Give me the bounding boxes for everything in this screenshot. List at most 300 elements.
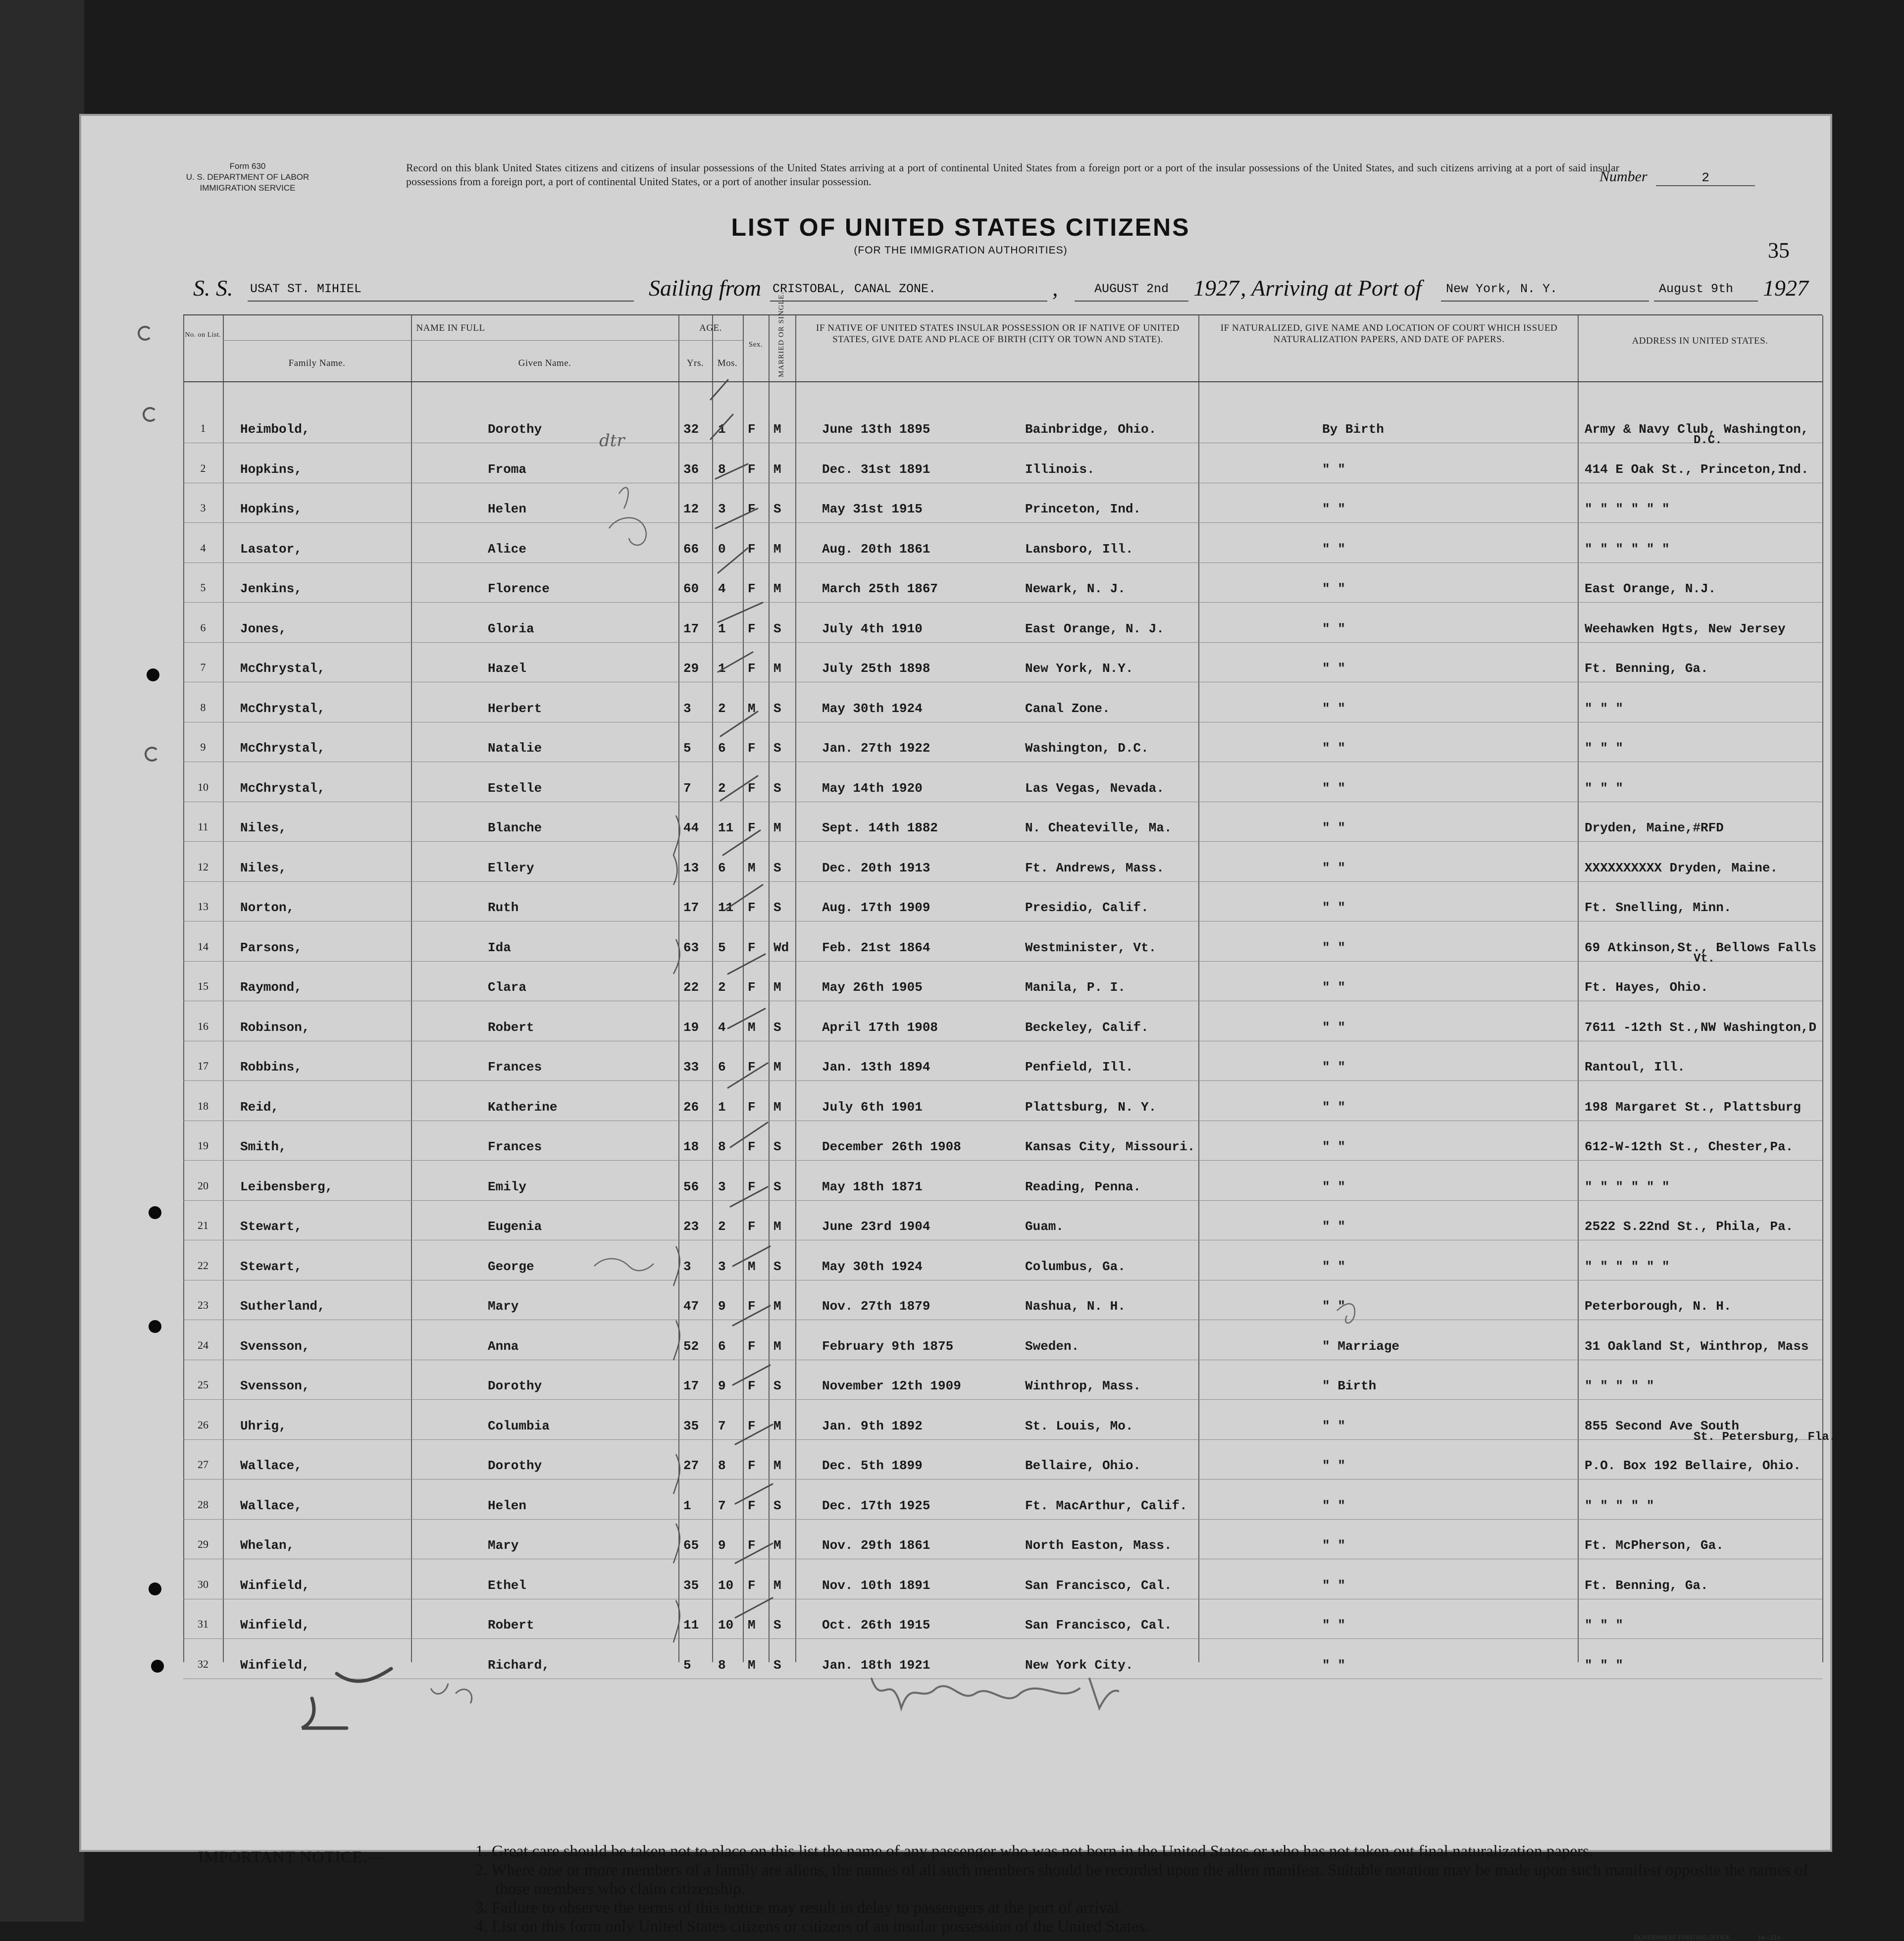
- row-address: Ft. McPherson, Ga.: [1585, 1538, 1724, 1553]
- row-address: East Orange, N.J.: [1585, 581, 1716, 596]
- row-ms: M: [773, 1299, 781, 1314]
- row-birth-place: East Orange, N. J.: [1025, 621, 1164, 636]
- row-address: " " ": [1585, 780, 1624, 796]
- row-birth-place: Guam.: [1025, 1219, 1064, 1234]
- row-mos: 5: [718, 940, 726, 955]
- row-address: 414 E Oak St., Princeton,Ind.: [1585, 461, 1809, 477]
- row-family: Jenkins,: [240, 581, 302, 596]
- row-mos: 1: [718, 1099, 726, 1115]
- row-birth-place: Lansboro, Ill.: [1025, 541, 1133, 557]
- row-given: Ellery: [488, 860, 534, 875]
- row-given: Helen: [488, 1498, 527, 1513]
- row-yrs: 35: [683, 1418, 699, 1433]
- row-sex: F: [748, 1458, 756, 1473]
- row-address: 855 Second Ave South: [1585, 1418, 1740, 1433]
- row-given: Herbert: [488, 701, 542, 716]
- row-birth-date: Jan. 27th 1922: [822, 741, 930, 756]
- row-given: Ethel: [488, 1578, 527, 1593]
- row-family: Leibensberg,: [240, 1179, 333, 1194]
- row-yrs: 5: [683, 1657, 691, 1673]
- row-family: Robinson,: [240, 1020, 310, 1035]
- row-no: 6: [200, 621, 206, 634]
- row-yrs: 3: [683, 1259, 691, 1274]
- row-birth-date: Dec. 5th 1899: [822, 1458, 923, 1473]
- row-address: Ft. Benning, Ga.: [1585, 1578, 1708, 1593]
- row-no: 12: [198, 860, 208, 873]
- row-mos: 2: [718, 1219, 726, 1234]
- manifest-sheet: [79, 114, 1837, 1941]
- row-ms: S: [773, 1498, 781, 1513]
- row-sex: F: [748, 1418, 756, 1433]
- row-naturalized: " ": [1322, 1458, 1345, 1473]
- row-birth-place: Winthrop, Mass.: [1025, 1379, 1141, 1393]
- row-sex: F: [748, 502, 756, 516]
- row-family: Raymond,: [240, 980, 302, 995]
- row-ms: M: [773, 1099, 781, 1115]
- row-sex: F: [748, 820, 756, 835]
- row-mos: 2: [718, 780, 726, 796]
- row-naturalized: By Birth: [1322, 422, 1384, 437]
- row-birth-date: May 18th 1871: [822, 1179, 923, 1194]
- row-given: Gloria: [488, 621, 534, 636]
- row-given: Anna: [488, 1338, 519, 1354]
- binding-ring: [143, 407, 157, 422]
- row-family: Lasator,: [240, 541, 302, 557]
- row-ms: S: [773, 1657, 781, 1673]
- row-birth-date: Dec. 20th 1913: [822, 860, 930, 875]
- row-address: " " ": [1585, 741, 1624, 756]
- row-mos: 8: [718, 1657, 726, 1673]
- row-naturalized: " ": [1322, 1179, 1345, 1194]
- row-given: Clara: [488, 980, 527, 995]
- row-mos: 3: [718, 502, 726, 516]
- row-sex: M: [748, 1657, 756, 1673]
- row-address: " " " " " ": [1585, 1179, 1670, 1194]
- row-sex: F: [748, 1179, 756, 1194]
- row-birth-place: Penfield, Ill.: [1025, 1060, 1133, 1074]
- header-no-on-list: No. on List.: [185, 331, 221, 339]
- row-no: 1: [200, 422, 206, 434]
- row-no: 29: [198, 1538, 208, 1550]
- row-given: Robert: [488, 1618, 534, 1633]
- row-mos: 8: [718, 1139, 726, 1154]
- row-sex: F: [748, 1060, 756, 1074]
- row-yrs: 26: [683, 1099, 699, 1115]
- row-sex: F: [748, 621, 756, 636]
- row-mos: 9: [718, 1299, 726, 1314]
- row-family: Parsons,: [240, 940, 302, 955]
- punch-hole: [151, 1660, 164, 1673]
- form-number: Form 630: [229, 161, 266, 171]
- row-family: Norton,: [240, 900, 295, 915]
- row-family: Hopkins,: [240, 461, 302, 477]
- row-ms: M: [773, 980, 781, 995]
- arriving-label: , Arriving at Port of: [1240, 275, 1422, 301]
- row-naturalized: " ": [1322, 1618, 1345, 1633]
- row-mos: 4: [718, 1020, 726, 1035]
- row-mos: 8: [718, 461, 726, 477]
- row-mos: 7: [718, 1498, 726, 1513]
- row-sex: F: [748, 1139, 756, 1154]
- row-yrs: 35: [683, 1578, 699, 1593]
- form-id-block: [163, 161, 332, 194]
- row-no: 4: [200, 541, 206, 554]
- header-naturalized: IF NATURALIZED, GIVE NAME AND LOCATION OF COURT WHICH ISSUED NATURALIZATION PAPERS, AND DATE OF PAPERS.: [1220, 323, 1558, 345]
- row-naturalized: " ": [1322, 980, 1345, 995]
- row-family: Svensson,: [240, 1379, 310, 1393]
- row-birth-place: Kansas City, Missouri.: [1025, 1139, 1195, 1154]
- row-address-line2: Vt.: [1694, 952, 1715, 966]
- row-yrs: 1: [683, 1498, 691, 1513]
- row-no: 22: [198, 1259, 208, 1272]
- citizens-table: [183, 292, 1837, 1673]
- row-given: Natalie: [488, 741, 542, 756]
- punch-hole: [149, 1583, 161, 1595]
- row-ms: M: [773, 461, 781, 477]
- row-birth-place: New York, N.Y.: [1025, 661, 1133, 676]
- row-birth-date: May 31st 1915: [822, 502, 923, 516]
- handwritten-note-mother: dtr: [599, 431, 625, 451]
- row-given: Helen: [488, 502, 527, 516]
- row-address: Peterborough, N. H.: [1585, 1299, 1732, 1314]
- intro-text: Record on this blank United States citizens and citizens of insular possessions of the United States arriving at a port of continental United States from a foreign port or a port of the insular possessions of the United States, and such citizens arriving at a port of said insular possessions from a foreign port, a port of continental United States, or a port of another insular possession.: [406, 161, 1619, 188]
- row-given: Alice: [488, 541, 527, 557]
- header-given-name: Given Name.: [518, 358, 571, 368]
- row-mos: 8: [718, 1458, 726, 1473]
- from-port: CRISTOBAL, CANAL ZONE.: [772, 282, 936, 296]
- voyage-line: S. S. USAT ST. MIHIEL Sailing from CRISTOBAL, CANAL ZONE. , AUGUST 2nd 1927 , Arriving at Port of New York, N. Y. August 9th 1927: [193, 275, 1808, 301]
- row-birth-date: Dec. 17th 1925: [822, 1498, 930, 1513]
- form-code: 14—214: [1758, 1934, 1781, 1941]
- row-naturalized: " ": [1322, 1657, 1345, 1673]
- row-sex: F: [748, 780, 756, 796]
- row-given: Ida: [488, 940, 511, 955]
- row-naturalized: " ": [1322, 940, 1345, 955]
- row-yrs: 60: [683, 581, 699, 596]
- row-ms: S: [773, 502, 781, 516]
- row-birth-date: June 13th 1895: [822, 422, 930, 437]
- row-yrs: 7: [683, 780, 691, 796]
- row-yrs: 18: [683, 1139, 699, 1154]
- row-no: 18: [198, 1099, 208, 1112]
- row-naturalized: " Birth: [1322, 1379, 1377, 1393]
- notice-item: 4. List on this form only United States citizens or citizens of an insular possession of the United States.: [475, 1918, 1149, 1936]
- arrival-year: 1927: [1763, 275, 1808, 301]
- row-address: Ft. Benning, Ga.: [1585, 661, 1708, 676]
- row-no: 17: [198, 1060, 208, 1072]
- row-family: Svensson,: [240, 1338, 310, 1354]
- row-birth-date: December 26th 1908: [822, 1139, 961, 1154]
- row-family: Hopkins,: [240, 502, 302, 516]
- row-mos: 4: [718, 581, 726, 596]
- row-mos: 3: [718, 1179, 726, 1194]
- row-no: 7: [200, 661, 206, 673]
- inspector-signature: [228, 1659, 1119, 1758]
- ss-label: S. S.: [193, 275, 233, 301]
- row-birth-date: Nov. 27th 1879: [822, 1299, 930, 1314]
- row-mos: 9: [718, 1379, 726, 1393]
- row-given: Blanche: [488, 820, 542, 835]
- row-address: " " " " ": [1585, 1498, 1654, 1513]
- row-ms: S: [773, 1379, 781, 1393]
- row-no: 19: [198, 1139, 208, 1152]
- row-birth-place: Washington, D.C.: [1025, 741, 1149, 756]
- row-given: Richard,: [488, 1657, 550, 1673]
- row-address: Rantoul, Ill.: [1585, 1060, 1685, 1074]
- row-birth-place: Ft. MacArthur, Calif.: [1025, 1498, 1187, 1513]
- row-birth-date: Nov. 10th 1891: [822, 1578, 930, 1593]
- row-ms: M: [773, 661, 781, 676]
- row-ms: M: [773, 1538, 781, 1553]
- row-given: Froma: [488, 461, 527, 477]
- row-given: Columbia: [488, 1418, 550, 1433]
- row-ms: S: [773, 780, 781, 796]
- row-yrs: 22: [683, 980, 699, 995]
- row-ms: S: [773, 1618, 781, 1633]
- row-address: Dryden, Maine,#RFD: [1585, 820, 1724, 835]
- row-sex: F: [748, 461, 756, 477]
- row-sex: F: [748, 1379, 756, 1393]
- row-naturalized: " ": [1322, 1578, 1345, 1593]
- row-no: 20: [198, 1179, 208, 1192]
- notice-item: 3. Failure to observe the terms of this notice may result in delay to passengers at the port of arrival.: [475, 1899, 1123, 1917]
- row-sex: F: [748, 940, 756, 955]
- row-naturalized: " ": [1322, 1139, 1345, 1154]
- row-sex: F: [748, 422, 756, 437]
- document-title: LIST OF UNITED STATES CITIZENS: [731, 213, 1190, 241]
- row-birth-date: Aug. 20th 1861: [822, 541, 930, 557]
- row-mos: 1: [718, 422, 726, 437]
- row-birth-place: Princeton, Ind.: [1025, 502, 1141, 516]
- row-family: Uhrig,: [240, 1418, 287, 1433]
- row-birth-date: July 6th 1901: [822, 1099, 923, 1115]
- row-sex: M: [748, 1259, 756, 1274]
- header-birth: IF NATIVE OF UNITED STATES INSULAR POSSESSION OR IF NATIVE OF UNITED STATES, GIVE DATE AND PLACE OF BIRTH (CITY OR TOWN AND STATE).: [816, 323, 1180, 345]
- row-family: Niles,: [240, 820, 287, 835]
- row-family: Robbins,: [240, 1060, 302, 1074]
- row-ms: S: [773, 701, 781, 716]
- row-address: Ft. Hayes, Ohio.: [1585, 980, 1708, 995]
- row-family: McChrystal,: [240, 741, 325, 756]
- row-no: 24: [198, 1338, 208, 1351]
- sail-year: 1927: [1193, 275, 1239, 301]
- row-yrs: 13: [683, 860, 699, 875]
- row-family: Sutherland,: [240, 1299, 325, 1314]
- row-ms: S: [773, 900, 781, 915]
- row-yrs: 36: [683, 461, 699, 477]
- punch-hole: [149, 1206, 161, 1219]
- row-mos: 1: [718, 621, 726, 636]
- row-naturalized: " ": [1322, 461, 1345, 477]
- row-naturalized: " ": [1322, 780, 1345, 796]
- row-birth-place: New York City.: [1025, 1657, 1133, 1673]
- row-birth-place: Manila, P. I.: [1025, 980, 1126, 995]
- ship-name: USAT ST. MIHIEL: [250, 282, 362, 296]
- row-family: Niles,: [240, 860, 287, 875]
- row-given: Eugenia: [488, 1219, 542, 1234]
- row-naturalized: " ": [1322, 1259, 1345, 1274]
- row-no: 10: [198, 780, 208, 793]
- row-ms: S: [773, 1259, 781, 1274]
- row-birth-place: Ft. Andrews, Mass.: [1025, 860, 1164, 875]
- row-family: Wallace,: [240, 1498, 302, 1513]
- row-address: 69 Atkinson,St., Bellows Falls: [1585, 940, 1817, 955]
- row-ms: Wd: [773, 940, 789, 955]
- row-sex: M: [748, 1020, 756, 1035]
- header-age: AGE.: [699, 323, 722, 333]
- row-no: 21: [198, 1219, 208, 1231]
- row-birth-date: March 25th 1867: [822, 581, 938, 596]
- row-ms: S: [773, 860, 781, 875]
- row-no: 23: [198, 1299, 208, 1311]
- header-yrs: Yrs.: [686, 358, 704, 368]
- row-sex: M: [748, 701, 756, 716]
- row-ms: S: [773, 741, 781, 756]
- row-no: 16: [198, 1020, 208, 1032]
- number-value: 2: [1656, 170, 1755, 186]
- arrival-date: August 9th: [1659, 282, 1734, 296]
- row-ms: M: [773, 820, 781, 835]
- row-family: Winfield,: [240, 1578, 310, 1593]
- sail-date: AUGUST 2nd: [1094, 282, 1169, 296]
- row-ms: M: [773, 581, 781, 596]
- row-yrs: 17: [683, 1379, 699, 1393]
- row-address: 198 Margaret St., Plattsburg: [1585, 1099, 1801, 1115]
- row-birth-place: Bainbridge, Ohio.: [1025, 422, 1157, 437]
- row-yrs: 27: [683, 1458, 699, 1473]
- row-mos: 11: [718, 900, 734, 915]
- row-address: 31 Oakland St, Winthrop, Mass: [1585, 1338, 1809, 1354]
- row-ms: M: [773, 422, 781, 437]
- row-family: McChrystal,: [240, 780, 325, 796]
- row-given: Dorothy: [488, 1379, 542, 1393]
- row-ms: M: [773, 1219, 781, 1234]
- row-sex: F: [748, 1498, 756, 1513]
- row-family: Winfield,: [240, 1657, 310, 1673]
- row-no: 5: [200, 581, 206, 594]
- row-given: Dorothy: [488, 422, 542, 437]
- header-address: ADDRESS IN UNITED STATES.: [1632, 336, 1768, 346]
- row-naturalized: " ": [1322, 1219, 1345, 1234]
- row-family: Heimbold,: [240, 422, 310, 437]
- row-ms: S: [773, 1179, 781, 1194]
- row-birth-date: Dec. 31st 1891: [822, 461, 930, 477]
- row-family: Wallace,: [240, 1458, 302, 1473]
- row-given: Hazel: [488, 661, 527, 676]
- row-sex: F: [748, 541, 756, 557]
- row-sex: F: [748, 1578, 756, 1593]
- row-given: Frances: [488, 1139, 542, 1154]
- row-address: P.O. Box 192 Bellaire, Ohio.: [1585, 1458, 1801, 1473]
- row-address: 7611 -12th St.,NW Washington,D: [1585, 1020, 1817, 1035]
- row-mos: 0: [718, 541, 726, 557]
- row-given: George: [488, 1259, 534, 1274]
- row-naturalized: " ": [1322, 900, 1345, 915]
- row-given: Frances: [488, 1060, 542, 1074]
- header-name-in-full: NAME IN FULL: [416, 323, 485, 333]
- row-birth-date: November 12th 1909: [822, 1379, 961, 1393]
- row-mos: 3: [718, 1259, 726, 1274]
- row-mos: 1: [718, 661, 726, 676]
- header-family-name: Family Name.: [288, 358, 346, 368]
- row-address-line2: St. Petersburg, Fla.: [1694, 1430, 1837, 1444]
- row-address: " " " " " ": [1585, 502, 1670, 516]
- row-no: 28: [198, 1498, 208, 1511]
- row-yrs: 19: [683, 1020, 699, 1035]
- row-address: Weehawken Hgts, New Jersey: [1585, 621, 1786, 636]
- sailing-label: Sailing from: [649, 275, 762, 301]
- row-naturalized: " ": [1322, 661, 1345, 676]
- row-naturalized: " ": [1322, 502, 1345, 516]
- row-mos: 6: [718, 1060, 726, 1074]
- row-family: Winfield,: [240, 1618, 310, 1633]
- printer-credit: GOVERNMENT PRINTING OFFICE: [1634, 1934, 1730, 1941]
- row-yrs: 32: [683, 422, 699, 437]
- row-address: Ft. Snelling, Minn.: [1585, 900, 1732, 915]
- row-mos: 2: [718, 980, 726, 995]
- row-birth-date: Nov. 29th 1861: [822, 1538, 930, 1553]
- row-sex: F: [748, 1219, 756, 1234]
- notice-item: 2. Where one or more members of a family are aliens, the names of all such members should be recorded upon the alien manifest. Suitable notation may be made upon such manifest opposite the names of those members who claim citizenship.: [475, 1861, 1808, 1898]
- header-mos: Mos.: [717, 358, 738, 368]
- row-birth-date: May 30th 1924: [822, 1259, 923, 1274]
- row-given: Katherine: [488, 1099, 558, 1115]
- row-yrs: 33: [683, 1060, 699, 1074]
- row-birth-place: Sweden.: [1025, 1338, 1080, 1354]
- row-mos: 11: [718, 820, 734, 835]
- row-mos: 10: [718, 1578, 734, 1593]
- row-sex: F: [748, 741, 756, 756]
- row-yrs: 44: [683, 820, 699, 835]
- notice-list: [475, 1842, 1842, 1936]
- row-ms: M: [773, 1418, 781, 1433]
- row-birth-date: Jan. 13th 1894: [822, 1060, 930, 1074]
- row-birth-place: Nashua, N. H.: [1025, 1299, 1126, 1314]
- row-yrs: 5: [683, 741, 691, 756]
- row-ms: M: [773, 1338, 781, 1354]
- row-birth-place: Illinois.: [1025, 461, 1095, 477]
- row-no: 11: [198, 820, 208, 833]
- row-naturalized: " ": [1322, 621, 1345, 636]
- row-yrs: 63: [683, 940, 699, 955]
- row-mos: 7: [718, 1418, 726, 1433]
- row-family: McChrystal,: [240, 661, 325, 676]
- row-naturalized: " ": [1322, 1299, 1345, 1314]
- tally-marks: [183, 292, 1822, 1662]
- punch-hole: [147, 668, 159, 681]
- row-yrs: 29: [683, 661, 699, 676]
- row-birth-place: San Francisco, Cal.: [1025, 1578, 1172, 1593]
- row-yrs: 47: [683, 1299, 699, 1314]
- number-label: Number: [1599, 168, 1647, 185]
- row-no: 8: [200, 701, 206, 714]
- row-given: Mary: [488, 1538, 519, 1553]
- row-birth-place: St. Louis, Mo.: [1025, 1418, 1133, 1433]
- arrival-port: New York, N. Y.: [1446, 282, 1558, 296]
- row-no: 31: [198, 1618, 208, 1630]
- sheet-number: 35: [1768, 238, 1790, 262]
- row-birth-place: Newark, N. J.: [1025, 581, 1126, 596]
- row-birth-date: July 4th 1910: [822, 621, 923, 636]
- row-address: XXXXXXXXXX Dryden, Maine.: [1585, 860, 1778, 875]
- row-birth-date: Sept. 14th 1882: [822, 820, 938, 835]
- row-sex: F: [748, 1299, 756, 1314]
- row-birth-place: San Francisco, Cal.: [1025, 1618, 1172, 1633]
- punch-hole: [149, 1320, 161, 1333]
- row-address: " " ": [1585, 1618, 1624, 1633]
- row-naturalized: " ": [1322, 741, 1345, 756]
- row-birth-date: Oct. 26th 1915: [822, 1618, 930, 1633]
